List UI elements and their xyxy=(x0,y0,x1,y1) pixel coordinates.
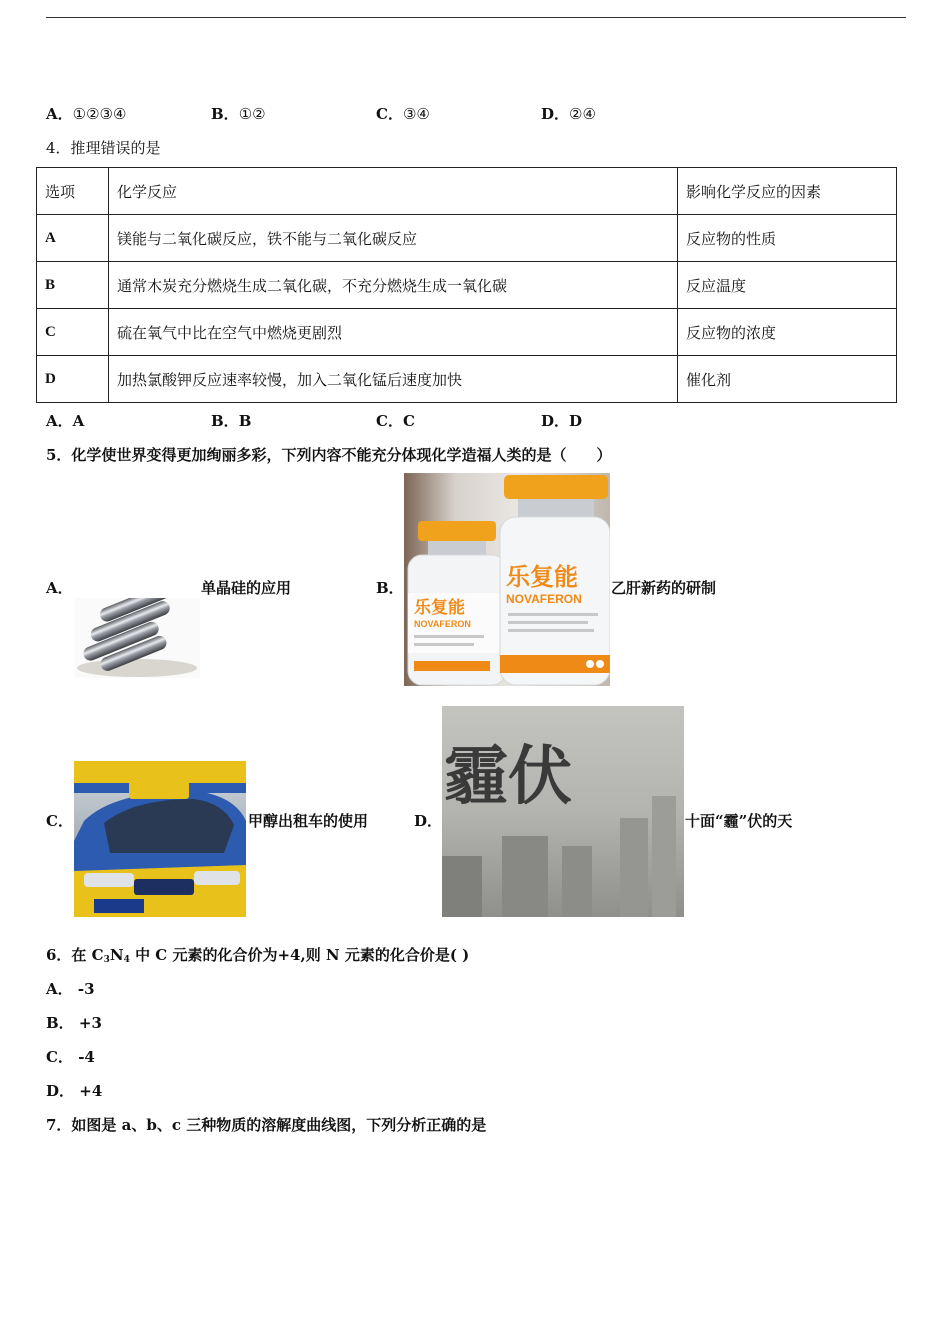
table-cell: 加热氯酸钾反应速率较慢，加入二氧化锰后速度加快 xyxy=(109,356,678,403)
q4-stem: 4．推理错误的是 xyxy=(46,139,161,157)
q4-table xyxy=(36,167,897,403)
table-cell: A xyxy=(37,215,109,262)
header-rule xyxy=(46,17,906,18)
q3-option-b[interactable]: B．①② xyxy=(211,105,266,123)
smog-title: 霾伏 xyxy=(444,740,572,814)
table-row xyxy=(37,168,897,215)
table-cell: D xyxy=(37,356,109,403)
table-header-cell: 化学反应 xyxy=(109,168,678,215)
q6-option-d[interactable]: D． +4 xyxy=(46,1082,103,1100)
taxi-image xyxy=(74,761,246,917)
q5-option-c-label[interactable]: C． xyxy=(46,812,73,830)
drug-vials-image xyxy=(404,473,610,686)
table-row xyxy=(37,356,897,403)
small-vial-brand-en: NOVAFERON xyxy=(414,619,471,629)
table-cell: 反应温度 xyxy=(678,262,897,309)
smog-image xyxy=(442,706,684,917)
q3-option-c[interactable]: C．③④ xyxy=(376,105,430,123)
q6-option-c[interactable]: C． -4 xyxy=(46,1048,95,1066)
table-header-cell: 影响化学反应的因素 xyxy=(678,168,897,215)
table-cell: 镁能与二氧化碳反应，铁不能与二氧化碳反应 xyxy=(109,215,678,262)
small-vial-brand: 乐复能 xyxy=(414,598,465,617)
table-cell: B xyxy=(37,262,109,309)
q5-option-a-label[interactable]: A． xyxy=(46,579,73,597)
q5-stem: 5．化学使世界变得更加绚丽多彩，下列内容不能充分体现化学造福人类的是（ ） xyxy=(46,446,612,464)
table-cell: C xyxy=(37,309,109,356)
table-cell: 反应物的浓度 xyxy=(678,309,897,356)
q4-option-d[interactable]: D．D xyxy=(541,412,583,430)
q7-stem: 7．如图是 a、b、c 三种物质的溶解度曲线图，下列分析正确的是 xyxy=(46,1116,487,1134)
table-row xyxy=(37,309,897,356)
q5-option-d-label[interactable]: D． xyxy=(414,812,443,830)
q6-stem: 6．在 $C_3N_4$ 中 C 元素的化合价为+4,则 N 元素的化合价是( ) xyxy=(46,946,470,965)
large-vial-brand-en: NOVAFERON xyxy=(506,592,582,606)
q5-option-d-text: 十面“霾”伏的天 xyxy=(685,812,793,830)
q5-option-b-label[interactable]: B． xyxy=(376,579,404,597)
q5-option-b-text: 乙肝新药的研制 xyxy=(611,579,717,597)
q5-option-a-text: 单晶硅的应用 xyxy=(201,579,292,597)
silicon-rods-image xyxy=(75,598,200,678)
q6-option-a[interactable]: A． -3 xyxy=(46,980,95,998)
q3-option-a[interactable]: A．①②③④ xyxy=(46,105,127,123)
large-vial-brand: 乐复能 xyxy=(506,564,578,591)
table-cell: 反应物的性质 xyxy=(678,215,897,262)
q4-option-c[interactable]: C．C xyxy=(376,412,415,430)
table-row xyxy=(37,215,897,262)
table-header-cell: 选项 xyxy=(37,168,109,215)
q4-option-a[interactable]: A．A xyxy=(46,412,85,430)
table-cell: 催化剂 xyxy=(678,356,897,403)
q4-option-b[interactable]: B．B xyxy=(211,412,252,430)
table-cell: 硫在氧气中比在空气中燃烧更剧烈 xyxy=(109,309,678,356)
q6-option-b[interactable]: B． +3 xyxy=(46,1014,102,1032)
q5-option-c-text: 甲醇出租车的使用 xyxy=(248,812,369,830)
table-cell: 通常木炭充分燃烧生成二氧化碳，不充分燃烧生成一氧化碳 xyxy=(109,262,678,309)
table-row xyxy=(37,262,897,309)
q3-option-d[interactable]: D．②④ xyxy=(541,105,596,123)
